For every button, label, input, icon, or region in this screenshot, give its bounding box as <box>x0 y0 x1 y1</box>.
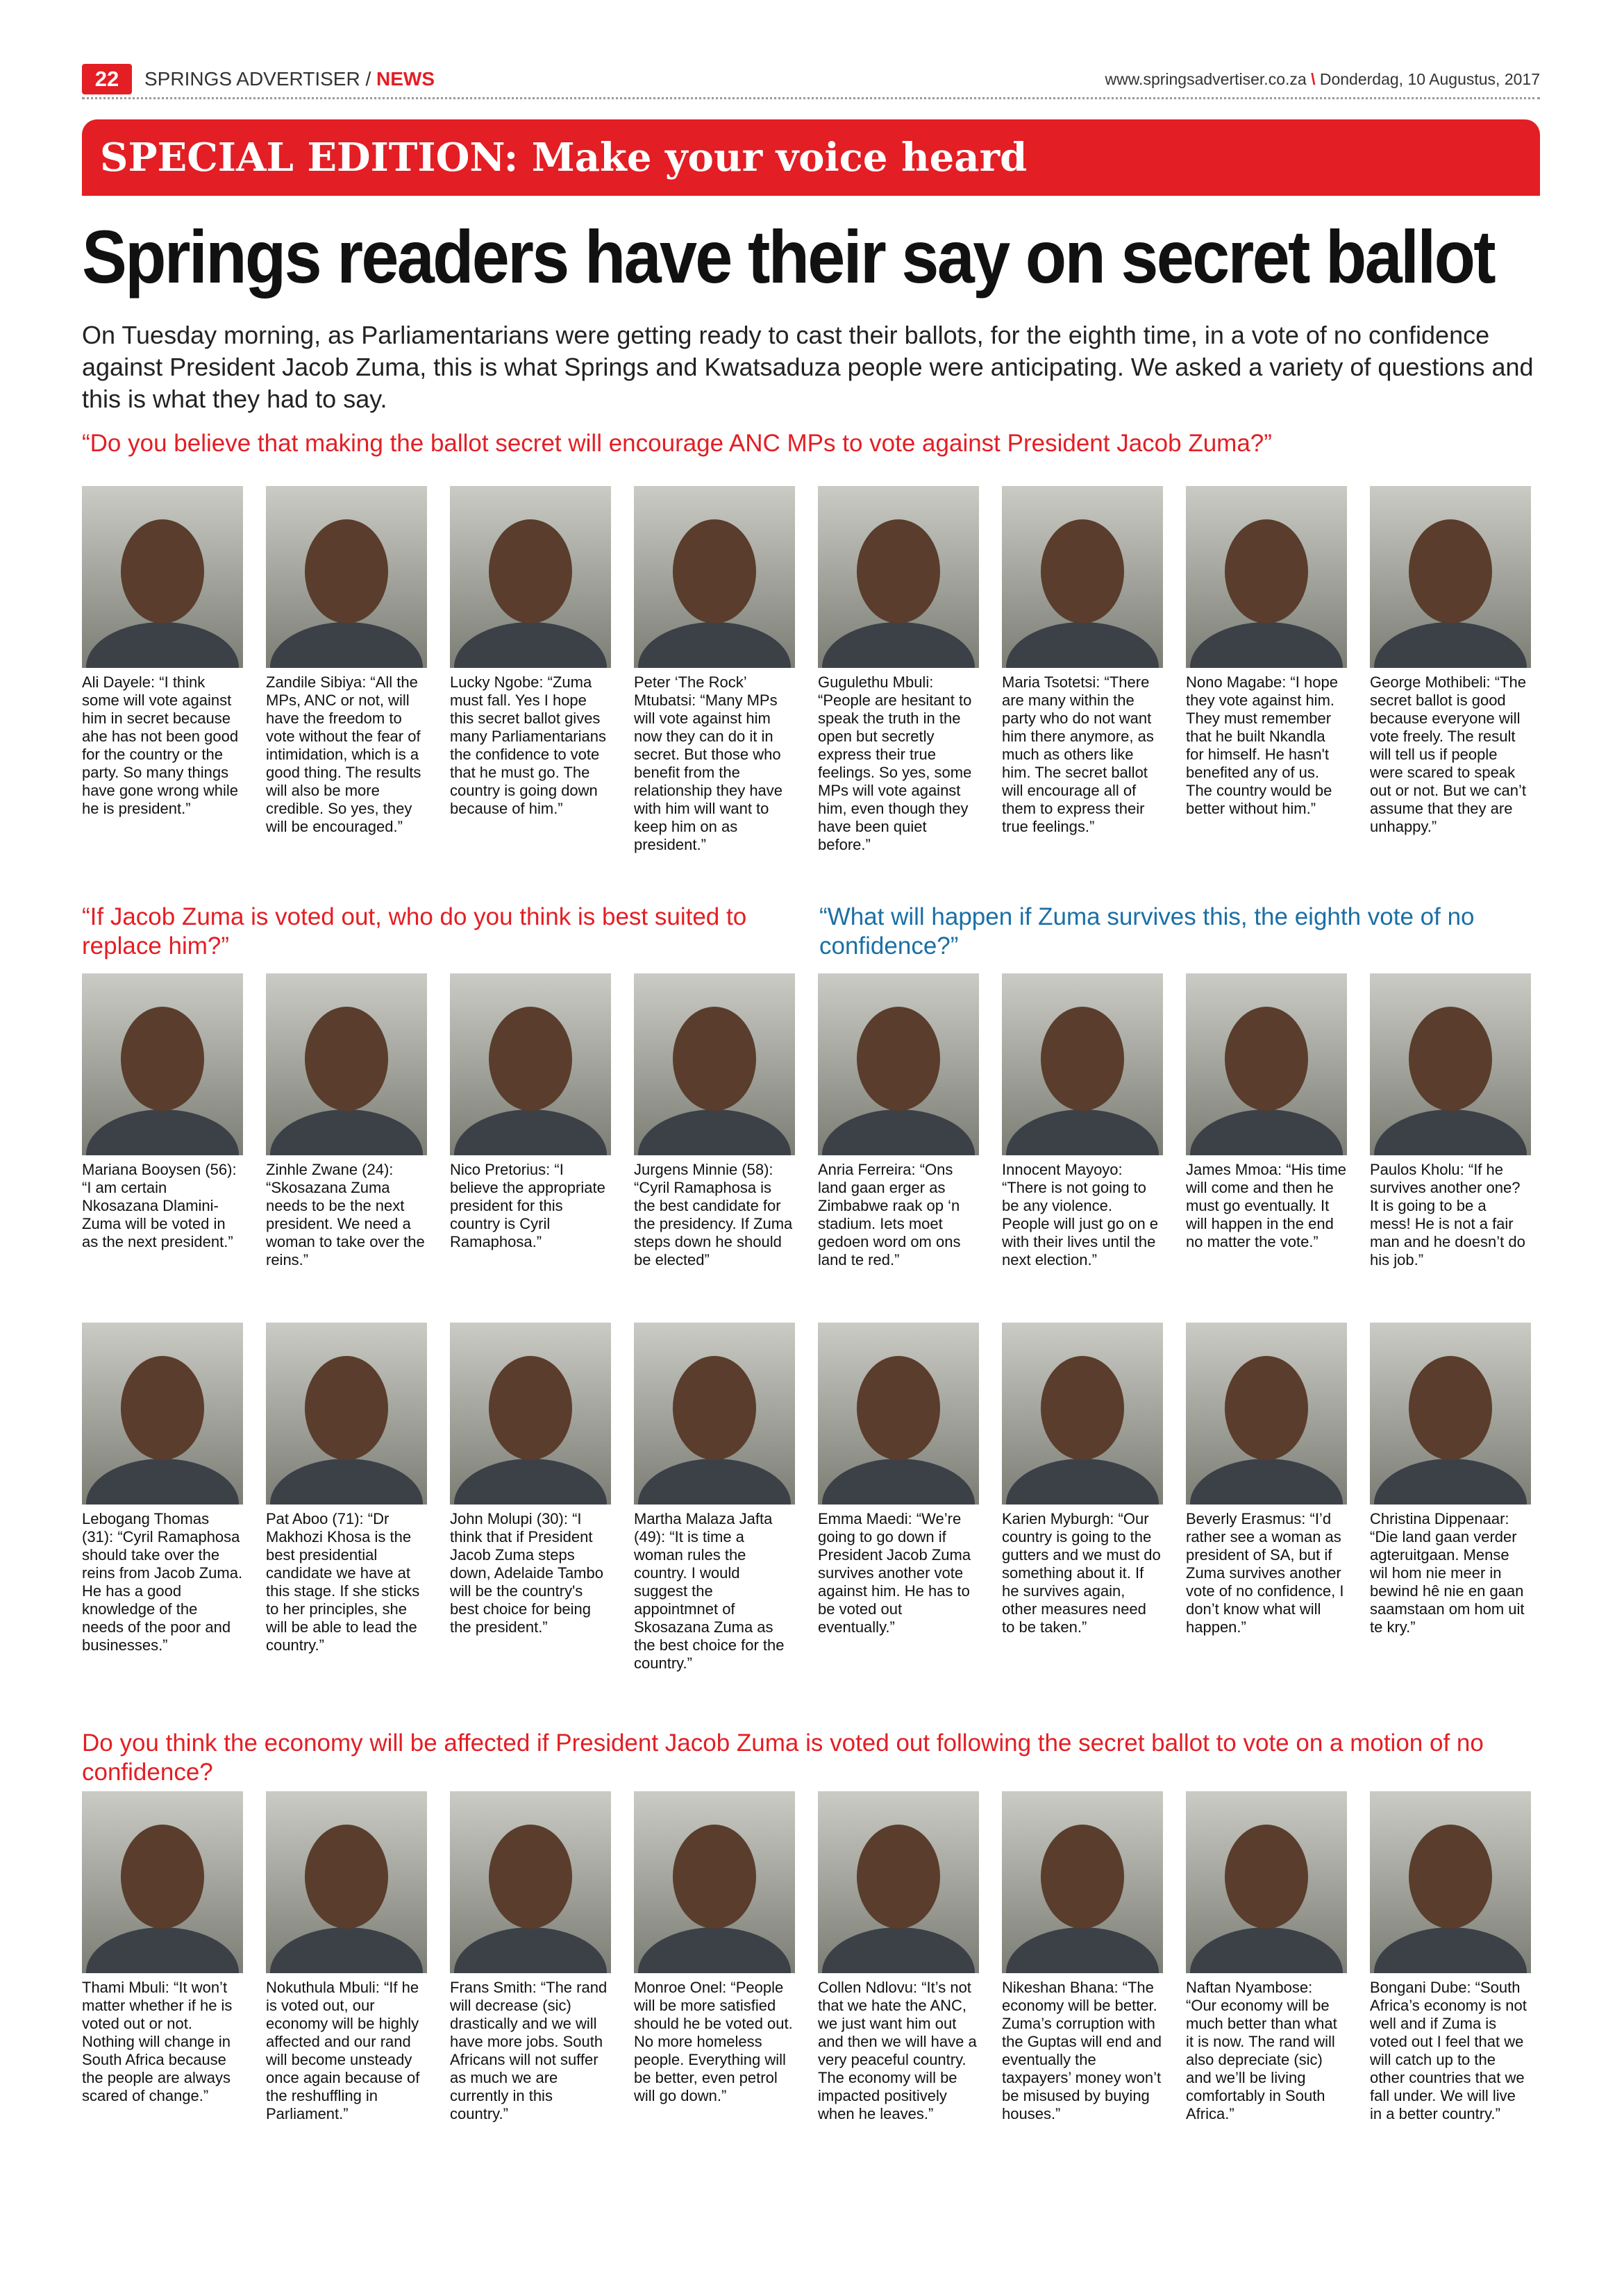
person-card <box>266 486 427 836</box>
portrait-head-shape <box>121 1007 204 1111</box>
portrait-photo <box>266 486 427 668</box>
page-number: 22 <box>82 64 132 94</box>
quote-caption: Frans Smith: “The rand will decrease (sic) drastically and we will have more jobs. South Africans will not suffer as much we are currently in this country.” <box>450 1979 608 2122</box>
portrait-photo <box>1370 1791 1531 1973</box>
portrait-head-shape <box>121 1825 204 1929</box>
portrait-head-shape <box>1409 1007 1492 1111</box>
quote-caption: Anria Ferreira: “Ons land gaan erger as Zimbabwe raak op ‘n stadium. Iets moet gedoen word om ons land te red.” <box>818 1161 961 1268</box>
portrait-shoulders-shape <box>1374 1927 1527 1973</box>
issue-date: Donderdag, 10 Augustus, 2017 <box>1319 70 1540 88</box>
portrait-shoulders-shape <box>454 622 607 668</box>
quote-caption: Karien Myburgh: “Our country is going to the gutters and we must do something about it. If he survives again, other measures need to be taken.” <box>1002 1510 1161 1636</box>
portrait-head-shape <box>1225 1356 1308 1460</box>
person-card <box>266 1323 427 1654</box>
portrait-head-shape <box>1225 1007 1308 1111</box>
portrait-shoulders-shape <box>86 1927 239 1973</box>
person-card <box>1186 973 1347 1251</box>
person-card <box>82 1791 243 2105</box>
portrait-shoulders-shape <box>1190 622 1343 668</box>
person-card <box>634 486 795 854</box>
portrait-photo <box>1002 1791 1163 1973</box>
portrait-shoulders-shape <box>638 1459 791 1505</box>
portrait-shoulders-shape <box>86 1459 239 1505</box>
portrait-head-shape <box>305 1825 388 1929</box>
quote-caption: Collen Ndlovu: “It’s not that we hate the ANC, we just want him out and then we will have a very peaceful country. The economy will be impacted positively when he leaves.” <box>818 1979 977 2122</box>
quote-caption: Nokuthula Mbuli: “If he is voted out, our economy will be highly affected and our rand will become unsteady once again because of the reshuffling in Parliament.” <box>266 1979 420 2122</box>
portrait-photo <box>634 1791 795 1973</box>
quote-caption: Nono Magabe: “I hope they vote against him. They must remember that he built Nkandla for himself. He hasn't benefited any of us. The country would be better without him.” <box>1186 673 1338 817</box>
person-card <box>1002 1791 1163 2123</box>
person-card <box>450 486 611 818</box>
quote-caption: Nico Pretorius: “I believe the appropriate president for this country is Cyril Ramaphosa.” <box>450 1161 605 1250</box>
portrait-shoulders-shape <box>270 1109 423 1155</box>
portrait-shoulders-shape <box>270 1927 423 1973</box>
portrait-photo <box>1186 1791 1347 1973</box>
person-card <box>1002 973 1163 1269</box>
portrait-shoulders-shape <box>638 622 791 668</box>
quote-caption: Peter ‘The Rock’ Mtubatsi: “Many MPs will vote against him now they can do it in secret. But those who benefit from the relationship they have with him will want to keep him on as president.” <box>634 673 783 853</box>
portrait-shoulders-shape <box>822 1459 975 1505</box>
person-card <box>82 486 243 818</box>
publication-name: SPRINGS ADVERTISER / <box>144 68 371 90</box>
person-card <box>634 1791 795 2105</box>
portrait-head-shape <box>121 519 204 623</box>
quote-caption: George Mothibeli: “The secret ballot is good because everyone will vote freely. The result will tell us if people were scared to speak out or not. But we can’t assume that they are unhappy.” <box>1370 673 1527 835</box>
quote-caption: Christina Dippenaar: “Die land gaan verder agteruitgaan. Mense wil hom nie meer in bewind hê nie en gaan saamstaan om hom uit te kry.” <box>1370 1510 1525 1636</box>
portrait-shoulders-shape <box>1374 1459 1527 1505</box>
portrait-head-shape <box>489 1825 572 1929</box>
portrait-shoulders-shape <box>822 1109 975 1155</box>
portrait-photo <box>1186 486 1347 668</box>
portrait-head-shape <box>1409 1825 1492 1929</box>
person-card <box>450 973 611 1251</box>
portrait-photo <box>818 973 979 1155</box>
person-card <box>1002 1323 1163 1636</box>
portrait-photo <box>82 1323 243 1505</box>
banner-text: SPECIAL EDITION: Make your voice heard <box>100 135 1028 181</box>
quote-caption: Mariana Booysen (56): “I am certain Nkosazana Dlamini-Zuma will be voted in as the next president.” <box>82 1161 237 1250</box>
question-replacement: “If Jacob Zuma is voted out, who do you think is best suited to replace him?” <box>82 903 747 960</box>
portrait-shoulders-shape <box>1190 1459 1343 1505</box>
portrait-photo <box>634 486 795 668</box>
portrait-head-shape <box>305 519 388 623</box>
person-card <box>634 973 795 1269</box>
portrait-photo <box>634 973 795 1155</box>
portrait-head-shape <box>305 1007 388 1111</box>
portrait-shoulders-shape <box>1006 1459 1159 1505</box>
portrait-photo <box>450 486 611 668</box>
portrait-head-shape <box>489 519 572 623</box>
person-card <box>1370 1791 1531 2123</box>
portrait-head-shape <box>857 1356 940 1460</box>
portrait-head-shape <box>857 1825 940 1929</box>
person-card <box>82 973 243 1251</box>
person-card <box>818 486 979 854</box>
portrait-photo <box>634 1323 795 1505</box>
portrait-shoulders-shape <box>822 1927 975 1973</box>
person-card <box>1186 486 1347 818</box>
question-secret-ballot: “Do you believe that making the ballot secret will encourage ANC MPs to vote against President Jacob Zuma?” <box>82 430 1272 457</box>
section-name: NEWS <box>376 68 435 90</box>
portrait-photo <box>450 1323 611 1505</box>
page-header <box>82 64 1540 99</box>
portrait-shoulders-shape <box>86 1109 239 1155</box>
portrait-head-shape <box>673 519 756 623</box>
quote-caption: James Mmoa: “His time will come and then he must go eventually. It will happen in the end no matter the vote.” <box>1186 1161 1347 1250</box>
portrait-photo <box>82 486 243 668</box>
portrait-shoulders-shape <box>1006 1109 1159 1155</box>
quote-caption: Zinhle Zwane (24): “Skosazana Zuma needs to be the next president. We need a woman to take over the reins.” <box>266 1161 425 1268</box>
portrait-photo <box>818 1323 979 1505</box>
portrait-photo <box>450 973 611 1155</box>
portrait-shoulders-shape <box>1374 622 1527 668</box>
quote-caption: Paulos Kholu: “If he survives another one? It is going to be a mess! He is not a fair man and he doesn’t do his job.” <box>1370 1161 1525 1268</box>
portrait-head-shape <box>489 1356 572 1460</box>
quote-caption: Beverly Erasmus: “I’d rather see a woman as president of SA, but if Zuma survives another vote of no confidence, I don’t know what will happen.” <box>1186 1510 1344 1636</box>
portrait-photo <box>1002 973 1163 1155</box>
quote-caption: Naftan Nyambose: “Our economy will be much better than what it is now. The rand will also depreciate (sic) and we’ll be living comfortably in South Africa.” <box>1186 1979 1337 2122</box>
quote-caption: Emma Maedi: “We’re going to go down if President Jacob Zuma survives another vote against him. He has to be voted out eventually.” <box>818 1510 971 1636</box>
quote-caption: John Molupi (30): “I think that if President Jacob Zuma steps down, Adelaide Tambo will be the country's best choice for being the president.” <box>450 1510 603 1636</box>
person-card <box>450 1323 611 1636</box>
portrait-shoulders-shape <box>270 622 423 668</box>
section-label <box>144 67 435 92</box>
portrait-photo <box>82 973 243 1155</box>
portrait-shoulders-shape <box>822 622 975 668</box>
portrait-photo <box>266 973 427 1155</box>
portrait-shoulders-shape <box>1006 1927 1159 1973</box>
person-card <box>818 973 979 1269</box>
person-card <box>1186 1323 1347 1636</box>
website-and-date <box>1105 67 1541 92</box>
person-card <box>266 1791 427 2123</box>
portrait-head-shape <box>1041 1356 1124 1460</box>
headline: Springs readers have their say on secret ballot <box>82 215 1494 299</box>
portrait-photo <box>1370 1323 1531 1505</box>
person-card <box>82 1323 243 1654</box>
portrait-photo <box>82 1791 243 1973</box>
portrait-head-shape <box>1409 519 1492 623</box>
portrait-photo <box>1186 973 1347 1155</box>
quote-caption: Lebogang Thomas (31): “Cyril Ramaphosa should take over the reins from Jacob Zuma. He has a good knowledge of the needs of the poor and businesses.” <box>82 1510 243 1654</box>
quote-caption: Nikeshan Bhana: “The economy will be better. Zuma’s corruption with the Guptas will end and eventually the taxpayers’ money won’t be misused by buying houses.” <box>1002 1979 1162 2122</box>
person-card <box>1186 1791 1347 2123</box>
portrait-photo <box>818 486 979 668</box>
question-economy: Do you think the economy will be affected if President Jacob Zuma is voted out following the secret ballot to vote on a motion of no confidence? <box>82 1729 1484 1786</box>
person-card <box>1002 486 1163 836</box>
portrait-shoulders-shape <box>454 1927 607 1973</box>
portrait-head-shape <box>1225 519 1308 623</box>
portrait-head-shape <box>1041 1007 1124 1111</box>
quote-caption: Pat Aboo (71): “Dr Makhozi Khosa is the best presidential candidate we have at this stage. If she sticks to her principles, she will be able to lead the country.” <box>266 1510 420 1654</box>
person-card <box>1370 486 1531 836</box>
portrait-photo <box>1002 486 1163 668</box>
website-url: www.springsadvertiser.co.za <box>1105 70 1307 88</box>
person-card <box>634 1323 795 1673</box>
person-card <box>1370 973 1531 1269</box>
portrait-head-shape <box>673 1356 756 1460</box>
intro-paragraph: On Tuesday morning, as Parliamentarians were getting ready to cast their ballots, for the eighth time, in a vote of no confidence against President Jacob Zuma, this is what Springs and Kwatsaduza people were anticipating. We asked a variety of questions and this is what they had to say. <box>82 321 1534 413</box>
portrait-shoulders-shape <box>1190 1109 1343 1155</box>
portrait-shoulders-shape <box>638 1109 791 1155</box>
person-card <box>818 1791 979 2123</box>
portrait-shoulders-shape <box>1374 1109 1527 1155</box>
portrait-photo <box>1370 973 1531 1155</box>
quote-caption: Maria Tsotetsi: “There are many within the party who do not want him there anymore, as much as others like him. The secret ballot will encourage all of them to express their true feelings.” <box>1002 673 1154 835</box>
portrait-head-shape <box>1225 1825 1308 1929</box>
portrait-shoulders-shape <box>454 1109 607 1155</box>
portrait-shoulders-shape <box>638 1927 791 1973</box>
portrait-head-shape <box>489 1007 572 1111</box>
portrait-photo <box>266 1323 427 1505</box>
person-card <box>266 973 427 1269</box>
person-card <box>1370 1323 1531 1636</box>
header-separator: \ <box>1311 70 1316 88</box>
quote-caption: Zandile Sibiya: “All the MPs, ANC or not, will have the freedom to vote without the fear of intimidation, which is a good thing. The results will also be more credible. So yes, they will be encouraged.” <box>266 673 421 835</box>
portrait-photo <box>450 1791 611 1973</box>
special-edition-banner <box>82 119 1540 196</box>
person-card <box>450 1791 611 2123</box>
portrait-shoulders-shape <box>270 1459 423 1505</box>
question-zuma-survives: “What will happen if Zuma survives this, the eighth vote of no confidence?” <box>819 903 1475 960</box>
portrait-head-shape <box>857 1007 940 1111</box>
portrait-head-shape <box>857 519 940 623</box>
portrait-head-shape <box>673 1825 756 1929</box>
portrait-head-shape <box>121 1356 204 1460</box>
portrait-photo <box>1002 1323 1163 1505</box>
quote-caption: Lucky Ngobe: “Zuma must fall. Yes I hope this secret ballot gives many Parliamentarians the confidence to vote that he must go. The country is going down because of him.” <box>450 673 606 817</box>
quote-caption: Bongani Dube: “South Africa’s economy is not well and if Zuma is voted out I feel that we will catch up to the other countries that we fall under. We will live in a better country.” <box>1370 1979 1527 2122</box>
portrait-shoulders-shape <box>86 622 239 668</box>
person-card <box>818 1323 979 1636</box>
portrait-photo <box>1186 1323 1347 1505</box>
quote-caption: Monroe Onel: “People will be more satisfied should he be voted out. No more homeless people. Everything will be better, even petrol will go down.” <box>634 1979 793 2104</box>
quote-caption: Innocent Mayoyo: “There is not going to be any violence. People will just go on e with their lives until the next election.” <box>1002 1161 1159 1268</box>
quote-caption: Martha Malaza Jafta (49): “It is time a woman rules the country. I would suggest the appointmnet of Skosazana Zuma as the best choice for the country.” <box>634 1510 785 1672</box>
portrait-head-shape <box>1409 1356 1492 1460</box>
portrait-head-shape <box>1041 519 1124 623</box>
portrait-photo <box>266 1791 427 1973</box>
portrait-shoulders-shape <box>454 1459 607 1505</box>
portrait-shoulders-shape <box>1006 622 1159 668</box>
portrait-head-shape <box>1041 1825 1124 1929</box>
portrait-photo <box>1370 486 1531 668</box>
portrait-head-shape <box>305 1356 388 1460</box>
portrait-shoulders-shape <box>1190 1927 1343 1973</box>
quote-caption: Jurgens Minnie (58): “Cyril Ramaphosa is the best candidate for the presidency. If Zuma steps down he should be elected” <box>634 1161 793 1268</box>
portrait-photo <box>818 1791 979 1973</box>
quote-caption: Thami Mbuli: “It won’t matter whether if he is voted out or not. Nothing will change in South Africa because the people are always scared of change.” <box>82 1979 233 2104</box>
portrait-head-shape <box>673 1007 756 1111</box>
quote-caption: Ali Dayele: “I think some will vote against him in secret because ahe has not been good for the country or the party. So many things have gone wrong while he is president.” <box>82 673 239 817</box>
quote-caption: Gugulethu Mbuli: “People are hesitant to speak the truth in the open but secretly express their true feelings. So yes, some MPs will vote against him, even though they have been quiet before.” <box>818 673 972 853</box>
